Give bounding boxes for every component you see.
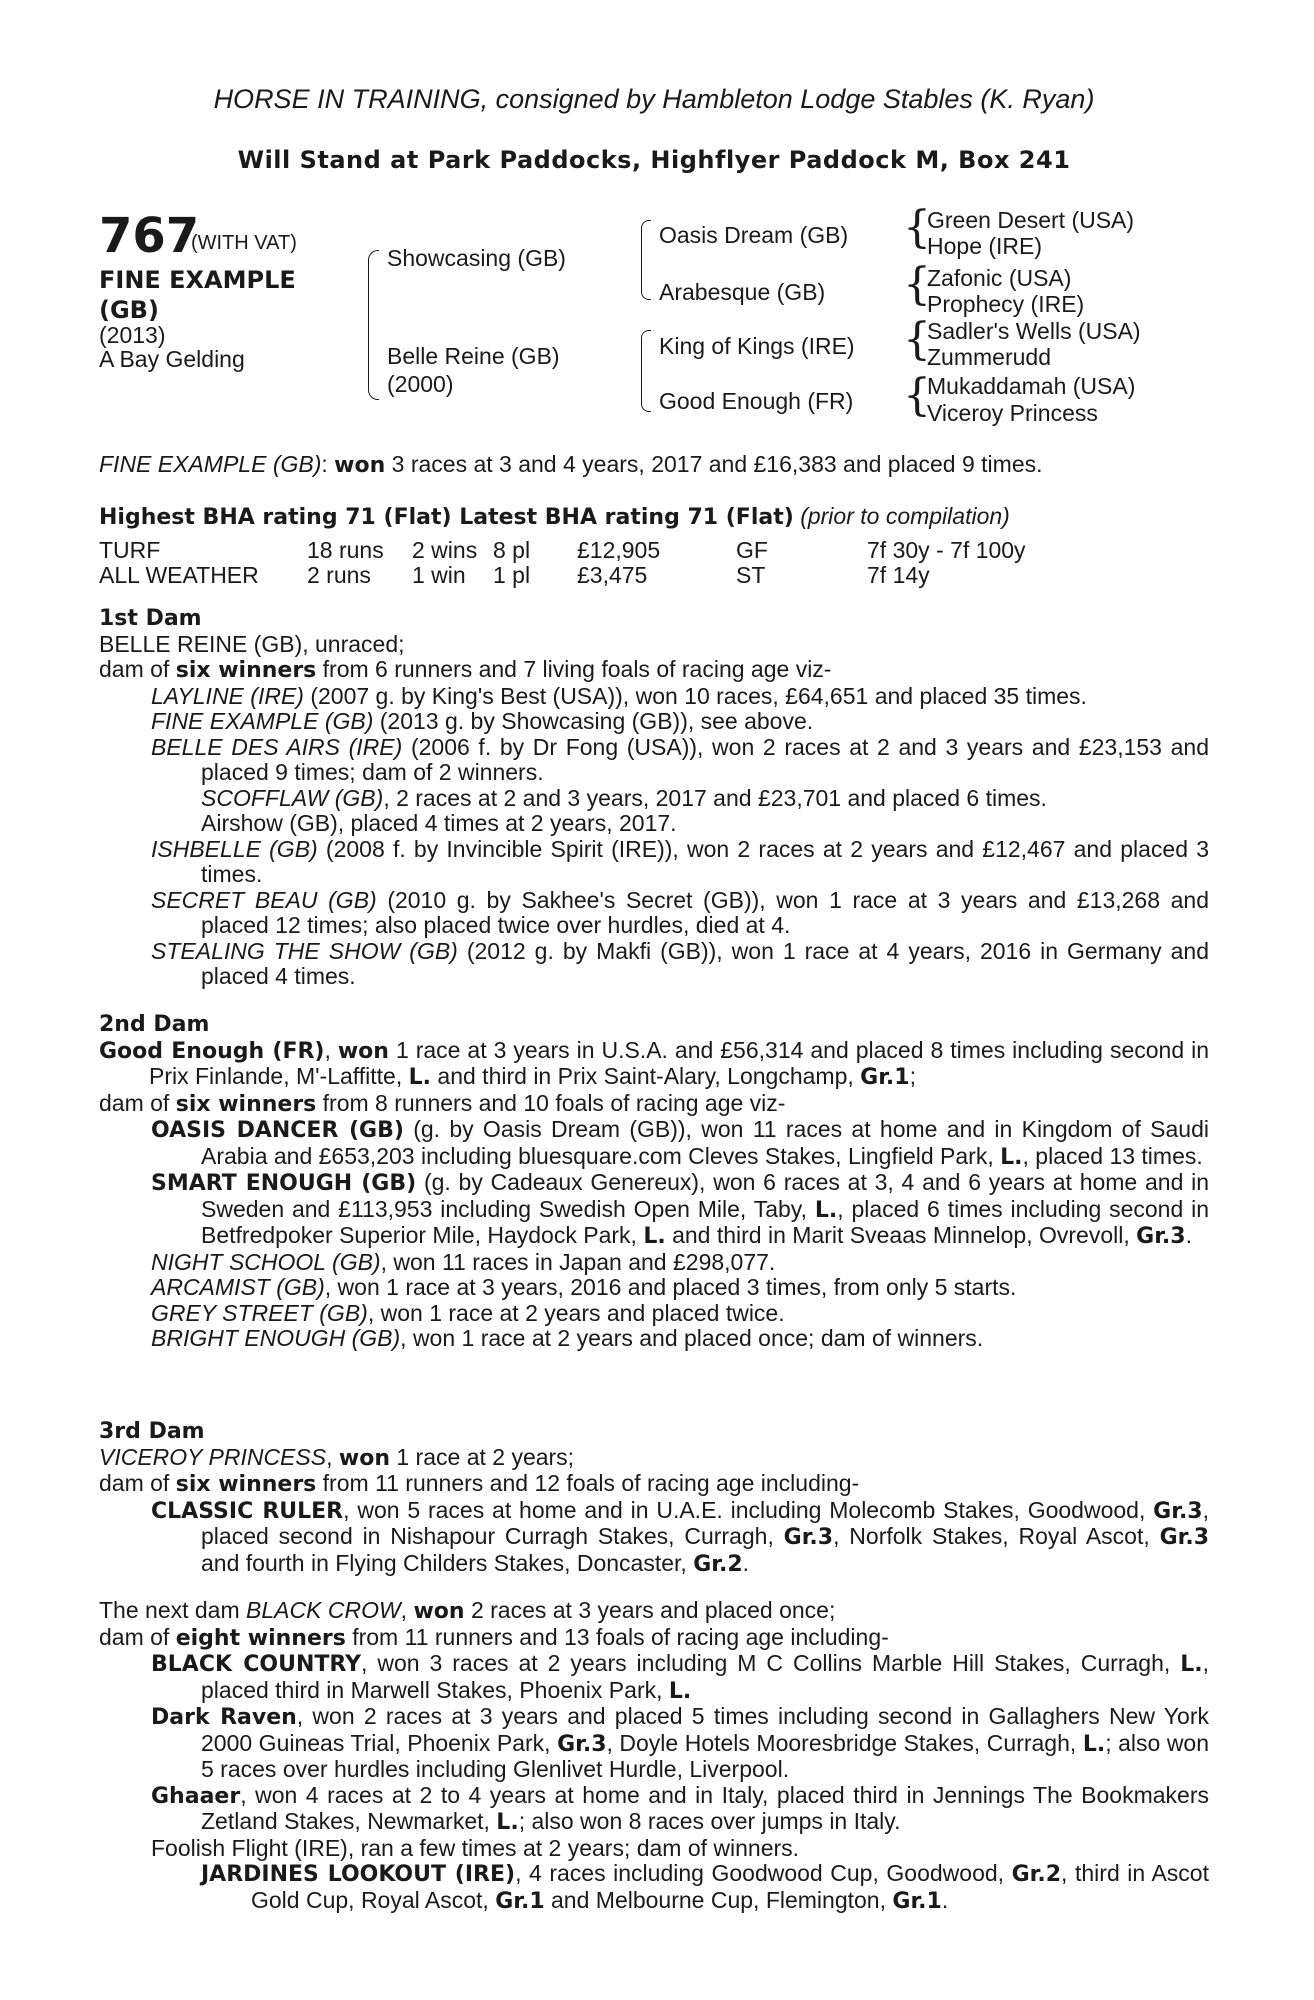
wins-count: 2 wins xyxy=(412,537,478,563)
foal-record: , placed 6 times including second in Betfredpoker Superior Mile, Haydock Park, xyxy=(201,1195,1210,1248)
pedigree-sdd: Prophecy (IRE) xyxy=(927,291,1085,317)
distance: 7f 30y - 7f 100y xyxy=(867,537,1026,563)
page-title: HORSE IN TRAINING, consigned by Hambleton Lodge Stables (K. Ryan) xyxy=(213,84,1095,114)
list-item xyxy=(99,786,1209,812)
pedigree-dds: Mukaddamah (USA) xyxy=(927,373,1136,399)
foal-record: , won 5 races at home and in U.A.E. including Molecomb Stakes, Goodwood, xyxy=(343,1496,1154,1523)
foal-name: BRIGHT ENOUGH (GB) xyxy=(151,1325,401,1351)
pedigree-ssd: Hope (IRE) xyxy=(927,233,1043,259)
foal-record: ; also won 8 races over jumps in Italy. xyxy=(518,1808,901,1834)
third-dam-section xyxy=(99,1419,1209,1577)
foal-record: , Doyle Hotels Mooresbridge Stakes, Curragh, xyxy=(606,1729,1083,1756)
list-item xyxy=(99,1301,1209,1327)
foal-record: (2007 g. by King's Best (USA)), won 10 races, £64,651 and placed 35 times. xyxy=(303,682,1087,709)
sire-line-brace xyxy=(641,220,651,300)
foal-name: NIGHT SCHOOL (GB) xyxy=(151,1248,381,1275)
ratings-line xyxy=(99,504,1209,531)
summary-text: 3 races at 3 and 4 years, 2017 and £16,383 and placed 9 times. xyxy=(385,451,1043,477)
produce-text: from 11 runners and 13 foals of racing age including- xyxy=(345,1623,889,1650)
stand-location: Will Stand at Park Paddocks, Highflyer Paddock M, Box 241 xyxy=(237,146,1071,174)
produce-text: dam of xyxy=(99,656,176,682)
list-item xyxy=(99,1704,1209,1783)
pedigree-sire-dam: Arabesque (GB) xyxy=(659,279,826,305)
list-item xyxy=(99,1861,1209,1914)
group-label: Gr.3 xyxy=(1153,1498,1203,1524)
ratings-label: Highest BHA rating 71 (Flat) Latest BHA rating 71 (Flat) xyxy=(99,505,794,530)
won-label: won xyxy=(338,1445,390,1471)
horse-description: A Bay Gelding xyxy=(99,346,245,372)
first-dam-heading: 1st Dam xyxy=(99,606,202,631)
race-record-table xyxy=(99,538,1026,588)
dam-name: BLACK CROW xyxy=(246,1597,401,1623)
pedigree-dsd: Zummerudd xyxy=(927,344,1051,370)
second-dam-heading: 2nd Dam xyxy=(99,1012,210,1037)
sire-dam-brace xyxy=(368,250,379,400)
foal-record: , won 11 races in Japan and £298,077. xyxy=(380,1248,776,1275)
foal-record: , won 1 race at 2 years and placed twice. xyxy=(367,1299,785,1326)
list-item xyxy=(99,1651,1209,1704)
list-item xyxy=(99,1117,1209,1170)
foal-name: SMART ENOUGH (GB) xyxy=(151,1171,417,1196)
list-item xyxy=(99,1498,1209,1578)
brace-glyph: { xyxy=(903,370,931,421)
going: GF xyxy=(736,537,768,563)
list-item xyxy=(99,888,1209,939)
produce-text: from 6 runners and 7 living foals of racing age viz- xyxy=(316,656,832,682)
pedigree-ddd: Viceroy Princess xyxy=(927,400,1098,426)
distance: 7f 14y xyxy=(867,562,930,588)
dam-line-brace xyxy=(641,330,651,412)
list-item xyxy=(99,1783,1209,1836)
group-label: Gr.3 xyxy=(1136,1224,1186,1249)
foal-record: , won 1 race at 3 years, 2016 and placed 3 times, from only 5 starts. xyxy=(324,1274,1017,1300)
foal-name: FINE EXAMPLE (GB) xyxy=(151,708,374,734)
surface: TURF xyxy=(99,537,161,563)
separator: , xyxy=(326,1443,339,1470)
listed-label: L. xyxy=(1082,1731,1106,1757)
group-label: Gr.1 xyxy=(495,1888,545,1914)
grandfoal-record: and Melbourne Cup, Flemington, xyxy=(544,1886,893,1913)
lot-number: 767 xyxy=(99,208,200,264)
next-dam-produce xyxy=(99,1625,1209,1652)
horse-name-line1: FINE EXAMPLE xyxy=(99,266,296,294)
group-label: Gr.2 xyxy=(1011,1862,1062,1887)
placed-count: 1 pl xyxy=(493,562,531,588)
record-text: 1 race at 2 years; xyxy=(389,1443,575,1470)
record-text: The next dam xyxy=(99,1597,247,1623)
produce-text: dam of xyxy=(99,1623,176,1650)
group-label: Gr.3 xyxy=(783,1525,834,1550)
list-item xyxy=(99,1250,1209,1276)
foal-name: OASIS DANCER (GB) xyxy=(151,1118,404,1143)
pedigree-dam: Belle Reine (GB) xyxy=(387,343,560,369)
grandfoal-name: JARDINES LOOKOUT (IRE) xyxy=(201,1862,516,1887)
horse-year: (2013) xyxy=(99,322,166,348)
third-dam-produce xyxy=(99,1471,1209,1498)
next-dam-line xyxy=(99,1598,1209,1625)
grandfoal-record: . xyxy=(941,1886,949,1913)
list-item xyxy=(99,709,1209,735)
foal-record: (g. by Cadeaux Genereux), won 6 races at 3, 4 and 6 years at home and in Sweden and £113,953 including Swedish Open Mile, Taby, xyxy=(201,1169,1210,1222)
summary-won: won xyxy=(334,453,386,478)
wins-count: 1 win xyxy=(412,562,466,588)
produce-winners: six winners xyxy=(175,658,317,683)
foal-name: ARCAMIST (GB) xyxy=(151,1274,325,1300)
pedigree-sire-sire: Oasis Dream (GB) xyxy=(659,222,849,248)
third-dam-heading: 3rd Dam xyxy=(99,1419,205,1444)
produce-text: from 8 runners and 10 foals of racing age viz- xyxy=(316,1089,786,1116)
placed-count: 8 pl xyxy=(493,537,531,563)
produce-winners: six winners xyxy=(175,1091,317,1117)
list-item xyxy=(99,837,1209,888)
list-item xyxy=(99,735,1209,786)
foal-name: ISHBELLE (GB) xyxy=(151,835,318,862)
foal-name: SECRET BEAU (GB) xyxy=(151,886,377,913)
table-row xyxy=(99,538,1026,563)
group-label: Gr.3 xyxy=(1159,1525,1209,1550)
horse-name-line2: (GB) xyxy=(99,296,159,324)
foal-name: BELLE DES AIRS (IRE) xyxy=(151,733,403,760)
listed-label: L. xyxy=(1180,1652,1203,1677)
group-label: Gr.2 xyxy=(693,1551,743,1577)
listed-label: L. xyxy=(643,1224,666,1249)
race-summary xyxy=(99,452,1209,479)
listed-label: L. xyxy=(668,1678,692,1704)
pedigree-sss: Green Desert (USA) xyxy=(927,207,1135,233)
horse-name xyxy=(99,265,329,325)
group-label: Gr.1 xyxy=(860,1065,910,1090)
list-item: Airshow (GB), placed 4 times at 2 years, 2017. xyxy=(201,810,677,836)
foal-record: (g. by Oasis Dream (GB)), won 11 races at home and in Kingdom of Saudi Arabia and £653,203 including bluesquare.com Cleves Stakes, Lingfield Park, xyxy=(201,1116,1209,1169)
won-label: won xyxy=(337,1038,389,1064)
list-item xyxy=(99,1326,1209,1352)
pedigree-sire: Showcasing (GB) xyxy=(387,245,566,271)
prize-money: £3,475 xyxy=(577,562,648,588)
third-dam-line xyxy=(99,1445,1209,1472)
foal-record: , won 2 races at 3 years and placed 5 times including second in Gallaghers New York 2000 Guineas Trial, Phoenix Park, xyxy=(201,1703,1209,1756)
list-item xyxy=(99,684,1209,710)
table-row xyxy=(99,563,1026,588)
record-text: and third in Prix Saint-Alary, Longchamp, xyxy=(431,1063,861,1089)
list-item xyxy=(99,1170,1209,1250)
vat-note: (WITH VAT) xyxy=(191,232,297,254)
pedigree-dam-dam: Good Enough (FR) xyxy=(659,388,854,414)
foal-record: , won 4 races at 2 to 4 years at home and in Italy, placed third in Jennings The Bookmakers Zetland Stakes, Newmarket, xyxy=(201,1781,1209,1834)
first-dam-line: BELLE REINE (GB), unraced; xyxy=(99,630,405,657)
foal-record: (2012 g. by Makfi (GB)), won 1 race at 4 years, 2016 in Germany and placed 4 times. xyxy=(201,937,1209,989)
produce-text: dam of xyxy=(99,1470,176,1496)
brace-glyph: { xyxy=(903,202,931,253)
list-item xyxy=(99,1275,1209,1301)
foal-name: GREY STREET (GB) xyxy=(151,1299,368,1326)
pedigree-dam-year: (2000) xyxy=(387,371,454,397)
prize-money: £12,905 xyxy=(577,537,661,563)
brace-glyph: { xyxy=(903,314,931,365)
going: ST xyxy=(736,562,766,588)
foal-record: (2013 g. by Showcasing (GB)), see above. xyxy=(373,708,814,734)
foal-record: , Norfolk Stakes, Royal Ascot, xyxy=(833,1523,1160,1549)
dam-name: VICEROY PRINCESS xyxy=(99,1443,327,1470)
listed-label: L. xyxy=(408,1065,432,1090)
foal-record: , placed third in Marwell Stakes, Phoenix Park, xyxy=(201,1650,1209,1703)
record-text: 2 races at 3 years and placed once; xyxy=(464,1597,836,1623)
runs-count: 18 runs xyxy=(307,537,384,563)
foal-record: , placed second in Nishapour Curragh Stakes, Curragh, xyxy=(201,1496,1209,1549)
pedigree-dam-sire: King of Kings (IRE) xyxy=(659,333,855,359)
foal-record: (2006 f. by Dr Fong (USA)), won 2 races at 2 and 3 years and £23,153 and placed 9 times; dam of 2 winners. xyxy=(201,733,1209,785)
record-text: ; xyxy=(909,1063,916,1089)
foal-record: , placed 13 times. xyxy=(1022,1142,1203,1169)
produce-text: from 11 runners and 12 foals of racing age including- xyxy=(316,1470,860,1496)
record-text: 1 race at 3 years in U.S.A. and £56,314 and placed 8 times including second in Prix Finlande, M'-Laffitte, xyxy=(149,1036,1209,1089)
foal-record: , won 3 races at 2 years including M C Collins Marble Hill Stakes, Curragh, xyxy=(361,1650,1181,1676)
surface: ALL WEATHER xyxy=(99,562,259,588)
brace-glyph: { xyxy=(903,259,931,310)
listed-label: L. xyxy=(496,1810,519,1835)
foal-record: , won 1 race at 2 years and placed once; dam of winners. xyxy=(400,1325,984,1351)
dam-name: Good Enough (FR) xyxy=(99,1038,325,1064)
summary-colon: : xyxy=(321,451,335,477)
summary-name: FINE EXAMPLE (GB) xyxy=(99,451,322,477)
pedigree-sds: Zafonic (USA) xyxy=(927,265,1072,291)
foal-record: and fourth in Flying Childers Stakes, Doncaster, xyxy=(201,1549,694,1576)
first-dam-section xyxy=(99,606,1209,990)
foal-name: Dark Raven xyxy=(151,1705,297,1730)
foal-name: STEALING THE SHOW (GB) xyxy=(151,937,458,964)
won-label: won xyxy=(413,1599,465,1624)
pedigree-dss: Sadler's Wells (USA) xyxy=(927,318,1141,344)
foal-record: (2010 g. by Sakhee's Secret (GB)), won 1 race at 3 years and £13,268 and placed 12 times; also placed twice over hurdles, died at 4. xyxy=(201,886,1209,938)
foal-name: Ghaaer xyxy=(151,1783,241,1809)
first-dam-produce xyxy=(99,657,1209,684)
list-item xyxy=(99,939,1209,990)
next-dam-section xyxy=(99,1598,1209,1914)
listed-label: L. xyxy=(814,1197,838,1223)
produce-winners: six winners xyxy=(175,1472,317,1497)
produce-winners: eight winners xyxy=(175,1625,346,1651)
grandfoal-record: , 2 races at 2 and 3 years, 2017 and £23,701 and placed 6 times. xyxy=(383,784,1047,811)
second-dam-produce xyxy=(99,1091,1209,1118)
separator: , xyxy=(400,1597,414,1623)
ratings-note: (prior to compilation) xyxy=(800,503,1010,529)
second-dam-line xyxy=(99,1038,1209,1091)
separator: , xyxy=(324,1036,338,1063)
grandfoal-record: , 4 races including Goodwood Cup, Goodwood, xyxy=(515,1860,1012,1886)
foal-record: and third in Marit Sveaas Minnelop, Ovrevoll, xyxy=(665,1222,1137,1248)
group-label: Gr.3 xyxy=(557,1731,607,1757)
list-item: Foolish Flight (IRE), ran a few times at 2 years; dam of winners. xyxy=(151,1834,800,1861)
foal-record: . xyxy=(1185,1222,1192,1248)
foal-name: LAYLINE (IRE) xyxy=(151,682,304,709)
foal-name: BLACK COUNTRY xyxy=(151,1652,362,1677)
foal-name: CLASSIC RULER xyxy=(151,1498,344,1524)
foal-record: ; also won 5 races over hurdles including Glenlivet Hurdle, Liverpool. xyxy=(201,1729,1210,1782)
second-dam-section xyxy=(99,1012,1209,1352)
foal-record: (2008 f. by Invincible Spirit (IRE)), won 2 races at 2 years and £12,467 and placed 3 times. xyxy=(201,835,1209,887)
group-label: Gr.1 xyxy=(892,1888,942,1914)
runs-count: 2 runs xyxy=(307,562,371,588)
grandfoal-record: , third in Ascot Gold Cup, Royal Ascot, xyxy=(251,1860,1209,1913)
grandfoal-name: SCOFFLAW (GB) xyxy=(201,784,384,811)
produce-text: dam of xyxy=(99,1089,176,1116)
foal-record: . xyxy=(742,1549,750,1576)
listed-label: L. xyxy=(1000,1144,1023,1170)
